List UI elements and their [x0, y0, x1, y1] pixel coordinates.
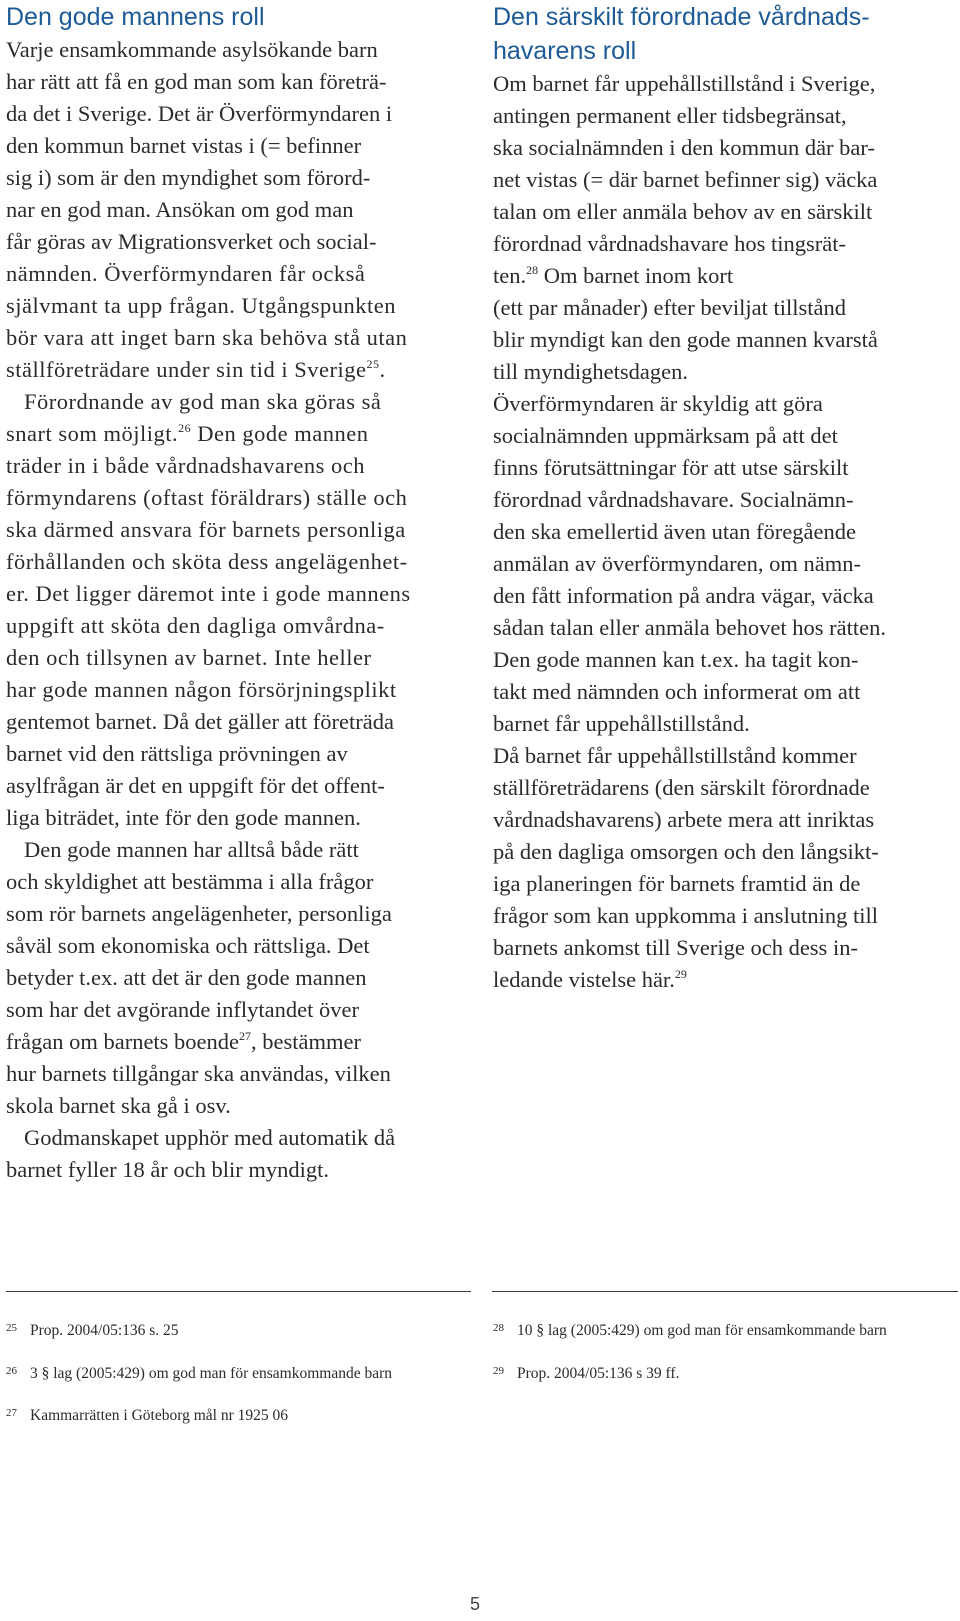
- text-run: sådan talan eller anmäla behovet hos rätten.: [493, 615, 886, 640]
- footnote-reference: 27: [239, 1029, 252, 1043]
- text-run: .: [379, 357, 386, 382]
- text-line: [6, 1026, 466, 1058]
- text-run: förordnad vårdnadshavare. Socialnämn-: [493, 487, 854, 512]
- footnote-reference: 25: [366, 357, 380, 371]
- text-run: takt med nämnden och informerat om att: [493, 679, 861, 704]
- heading-line: havarens roll: [493, 37, 637, 65]
- section-heading-vardnadshavare: [493, 0, 953, 68]
- text-run: som rör barnets angelägenheter, personliga: [6, 901, 392, 926]
- footnote-reference: 29: [674, 967, 687, 981]
- text-run: barnet vid den rättsliga prövningen av: [6, 741, 348, 766]
- text-run: barnet fyller 18 år och blir myndigt.: [6, 1157, 330, 1182]
- text-line: [493, 516, 953, 548]
- text-run: er. Det ligger däremot inte i gode mannens: [6, 581, 411, 606]
- left-column: [6, 0, 466, 1186]
- text-line: [6, 258, 466, 290]
- footnote-divider-right: [492, 1291, 958, 1292]
- text-run: iga planeringen för barnets framtid än de: [493, 871, 861, 896]
- text-run: nämnden. Överförmyndaren får också: [6, 261, 366, 286]
- text-line: [6, 290, 466, 322]
- footnote-number: 29: [493, 1365, 504, 1377]
- text-run: har rätt att få en god man som kan företrä-: [6, 69, 387, 94]
- text-run: snart som möjligt.: [6, 421, 179, 446]
- right-body-text: [493, 68, 953, 996]
- text-line: [6, 1122, 466, 1154]
- text-run: ställföreträdare under sin tid i Sverige: [6, 357, 367, 382]
- footnote-text: 3 § lag (2005:429) om god man för ensamkommande barn: [30, 1365, 393, 1382]
- text-run: asylfrågan är det en uppgift för det offent-: [6, 773, 385, 798]
- text-run: såväl som ekonomiska och rättsliga. Det: [6, 933, 370, 958]
- text-run: Den gode mannen kan t.ex. ha tagit kon-: [493, 647, 859, 672]
- text-run: träder in i både vårdnadshavarens och: [6, 453, 365, 478]
- text-run: frågor som kan uppkomma i anslutning till: [493, 903, 878, 928]
- text-run: , bestämmer: [251, 1029, 361, 1054]
- text-run: sig i) som är den myndighet som förord-: [6, 165, 371, 190]
- text-run: förmyndarens (oftast föräldrars) ställe och: [6, 485, 408, 510]
- text-line: [493, 804, 953, 836]
- text-line: [6, 130, 466, 162]
- footnote-number: 27: [6, 1407, 17, 1419]
- text-run: Förordnande av god man ska göras så: [24, 389, 382, 414]
- text-line: [6, 866, 466, 898]
- text-line: [6, 962, 466, 994]
- text-run: nar en god man. Ansökan om god man: [6, 197, 354, 222]
- text-run: barnet får uppehållstillstånd.: [493, 711, 750, 736]
- footnote-reference: 26: [178, 421, 192, 435]
- text-run: finns förutsättningar för att utse särskilt: [493, 455, 849, 480]
- text-line: [6, 706, 466, 738]
- text-line: [493, 932, 953, 964]
- text-run: blir myndigt kan den gode mannen kvarstå: [493, 327, 878, 352]
- text-run: hur barnets tillgångar ska användas, vilken: [6, 1061, 391, 1086]
- text-run: antingen permanent eller tidsbegränsat,: [493, 103, 847, 128]
- text-line: [6, 194, 466, 226]
- text-run: ställföreträdarens (den särskilt förordnade: [493, 775, 870, 800]
- text-run: den och tillsynen av barnet. Inte heller: [6, 645, 372, 670]
- text-line: [493, 100, 953, 132]
- text-line: [493, 196, 953, 228]
- text-line: [493, 420, 953, 452]
- text-line: [493, 644, 953, 676]
- footnote-reference: 28: [526, 263, 539, 277]
- footnote-text: 10 § lag (2005:429) om god man för ensamkommande barn: [517, 1322, 887, 1339]
- text-line: [493, 868, 953, 900]
- text-run: till myndighetsdagen.: [493, 359, 688, 384]
- text-run: ska därmed ansvara för barnets personliga: [6, 517, 406, 542]
- text-run: skola barnet ska gå i osv.: [6, 1093, 231, 1118]
- text-line: [6, 482, 466, 514]
- text-run: på den dagliga omsorgen och den långsikt-: [493, 839, 879, 864]
- text-line: [6, 578, 466, 610]
- text-run: talan om eller anmäla behov av en särskilt: [493, 199, 873, 224]
- text-line: [493, 484, 953, 516]
- text-line: [6, 802, 466, 834]
- heading-line: Den särskilt förordnade vårdnads-: [493, 3, 870, 31]
- text-line: [493, 324, 953, 356]
- text-line: [6, 642, 466, 674]
- footnote-number: 28: [493, 1322, 504, 1334]
- section-heading-god-man: Den gode mannens roll: [6, 3, 265, 31]
- text-run: har gode mannen någon försörjningsplikt: [6, 677, 397, 702]
- text-run: frågan om barnets boende: [6, 1029, 240, 1054]
- text-run: Då barnet får uppehållstillstånd kommer: [493, 743, 857, 768]
- text-run: ten.: [493, 263, 527, 288]
- text-line: [493, 900, 953, 932]
- text-line: [6, 226, 466, 258]
- text-line: [493, 228, 953, 260]
- text-line: [493, 772, 953, 804]
- text-run: anmälan av överförmyndaren, om nämn-: [493, 551, 861, 576]
- text-line: [493, 740, 953, 772]
- text-run: net vistas (= där barnet befinner sig) väcka: [493, 167, 878, 192]
- text-line: [493, 708, 953, 740]
- right-column: [493, 0, 953, 996]
- text-line: [493, 836, 953, 868]
- text-run: förhållanden och sköta dess angelägenhet-: [6, 549, 408, 574]
- text-run: (ett par månader) efter beviljat tillstånd: [493, 295, 846, 320]
- text-line: [493, 676, 953, 708]
- text-line: [493, 132, 953, 164]
- text-line: [6, 898, 466, 930]
- text-line: [6, 354, 466, 386]
- text-run: som har det avgörande inflytandet över: [6, 997, 360, 1022]
- text-run: gentemot barnet. Då det gäller att företräda: [6, 709, 394, 734]
- text-run: ska socialnämnden i den kommun där bar-: [493, 135, 875, 160]
- footnote-number: 25: [6, 1322, 17, 1334]
- text-run: Varje ensamkommande asylsökande barn: [6, 37, 378, 62]
- text-line: [6, 1058, 466, 1090]
- text-run: Överförmyndaren är skyldig att göra: [493, 391, 823, 416]
- text-run: Om barnet får uppehållstillstånd i Sverige,: [493, 71, 876, 96]
- footnote-divider-left: [6, 1291, 471, 1292]
- text-line: [493, 548, 953, 580]
- text-line: [493, 164, 953, 196]
- text-line: [6, 1090, 466, 1122]
- text-line: [6, 66, 466, 98]
- text-line: [493, 612, 953, 644]
- text-line: [6, 546, 466, 578]
- text-line: [493, 292, 953, 324]
- text-line: [6, 162, 466, 194]
- text-run: och skyldighet att bestämma i alla frågor: [6, 869, 374, 894]
- left-body-text: [6, 34, 466, 1186]
- text-run: betyder t.ex. att det är den gode mannen: [6, 965, 367, 990]
- text-run: uppgift att sköta den dagliga omvårdna-: [6, 613, 385, 638]
- page-number: 5: [470, 1594, 481, 1614]
- text-run: får göras av Migrationsverket och social-: [6, 229, 377, 254]
- text-line: [6, 34, 466, 66]
- text-run: bör vara att inget barn ska behöva stå utan: [6, 325, 408, 350]
- text-line: [493, 260, 953, 292]
- footnote-text: Kammarrätten i Göteborg mål nr 1925 06: [30, 1407, 288, 1424]
- text-run: Om barnet inom kort: [538, 263, 734, 288]
- text-run: Den gode mannen: [191, 421, 369, 446]
- text-run: Den gode mannen har alltså både rätt: [24, 837, 359, 862]
- text-line: [6, 674, 466, 706]
- text-run: självmant ta upp frågan. Utgångspunkten: [6, 293, 397, 318]
- text-line: [6, 738, 466, 770]
- text-line: [493, 452, 953, 484]
- text-run: den ska emellertid även utan föregående: [493, 519, 856, 544]
- text-run: förordnad vårdnadshavare hos tingsrät-: [493, 231, 847, 256]
- text-run: den fått information på andra vägar, väcka: [493, 583, 874, 608]
- text-line: [6, 610, 466, 642]
- text-line: [6, 514, 466, 546]
- footnote-number: 26: [6, 1365, 17, 1377]
- text-line: [6, 418, 466, 450]
- text-line: [6, 450, 466, 482]
- text-line: [493, 964, 953, 996]
- text-line: [493, 580, 953, 612]
- text-run: barnets ankomst till Sverige och dess in-: [493, 935, 858, 960]
- text-line: [6, 930, 466, 962]
- text-run: da det i Sverige. Det är Överförmyndaren i: [6, 101, 393, 126]
- text-line: [6, 98, 466, 130]
- text-line: [6, 386, 466, 418]
- text-line: [6, 834, 466, 866]
- text-run: liga biträdet, inte för den gode mannen.: [6, 805, 361, 830]
- text-line: [493, 356, 953, 388]
- text-line: [6, 770, 466, 802]
- text-run: vårdnadshavarens) arbete mera att inriktas: [493, 807, 875, 832]
- text-line: [6, 994, 466, 1026]
- text-line: [493, 68, 953, 100]
- text-run: ledande vistelse här.: [493, 967, 675, 992]
- footnote-text: Prop. 2004/05:136 s 39 ff.: [517, 1365, 680, 1382]
- text-run: den kommun barnet vistas i (= befinner: [6, 133, 362, 158]
- text-run: socialnämnden uppmärksam på att det: [493, 423, 838, 448]
- footnote-text: Prop. 2004/05:136 s. 25: [30, 1322, 179, 1339]
- text-line: [6, 322, 466, 354]
- text-line: [493, 388, 953, 420]
- text-line: [6, 1154, 466, 1186]
- text-run: Godmanskapet upphör med automatik då: [24, 1125, 396, 1150]
